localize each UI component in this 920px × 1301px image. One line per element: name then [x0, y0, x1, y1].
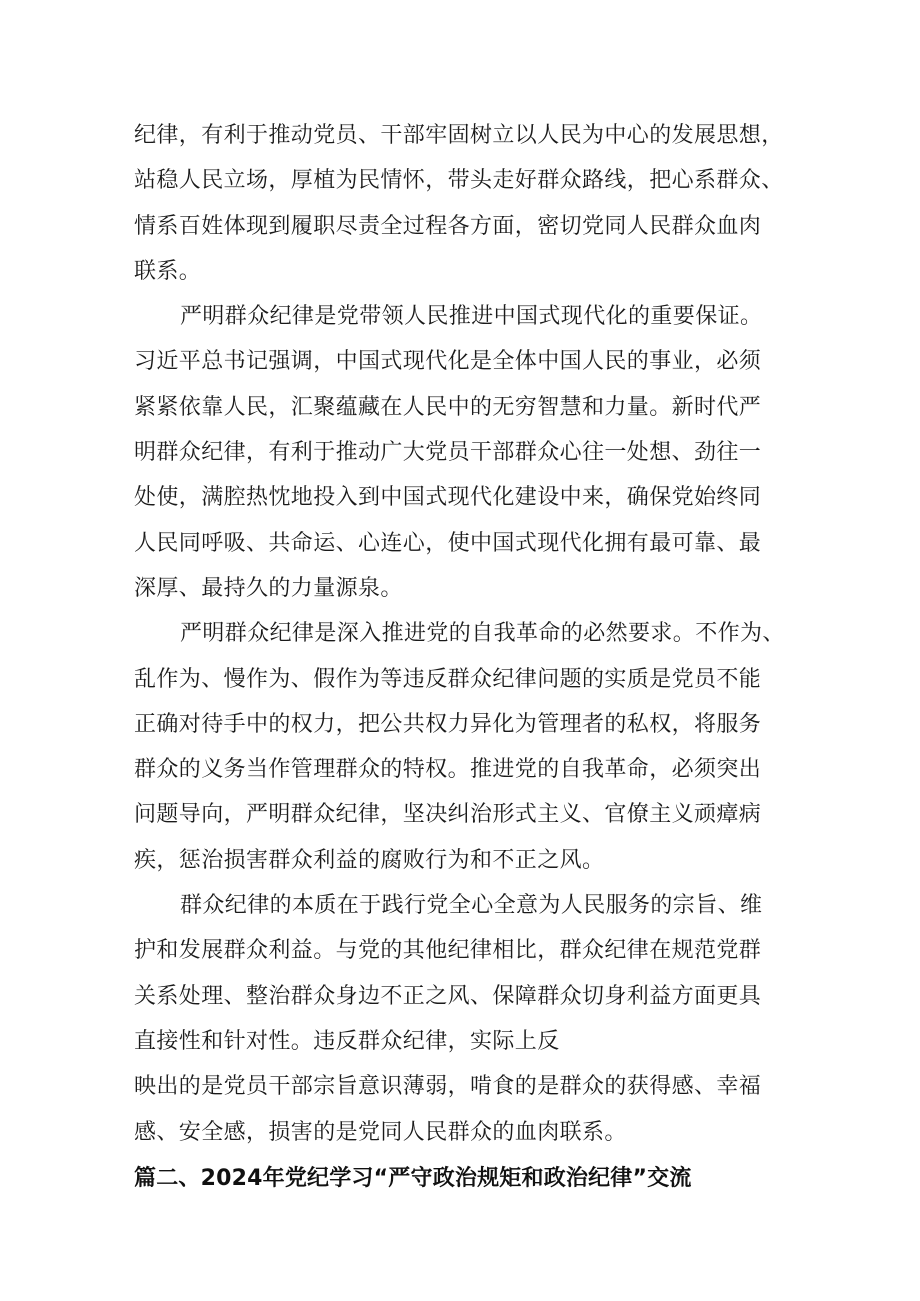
paragraph-2-line-4: 明群众纪律，有利于推动广大党员干部群众心往一处想、劲往一 — [134, 440, 762, 466]
paragraph-1-line-2: 站稳人民立场，厚植为民情怀，带头走好群众路线，把心系群众、 — [134, 168, 784, 194]
paragraph-2-line-6: 人民同呼吸、共命运、心连心，使中国式现代化拥有最可靠、最 — [134, 530, 762, 556]
paragraph-1-line-1: 纪律，有利于推动党员、干部牢固树立以人民为中心的发展思想， — [134, 123, 784, 148]
paragraph-3-line-2: 乱作为、慢作为、假作为等违反群众纪律问题的实质是党员不能 — [134, 666, 762, 692]
article-body — [134, 113, 804, 1155]
paragraph-2-line-2: 习近平总书记强调，中国式现代化是全体中国人民的事业，必须 — [134, 349, 762, 375]
paragraph-2-line-3: 紧紧依靠人民，汇聚蕴藏在人民中的无穷智慧和力量。新时代严 — [134, 394, 762, 420]
paragraph-2-line-1: 严明群众纪律是党带领人民推进中国式现代化的重要保证。 — [180, 304, 763, 330]
paragraph-3-line-5: 问题导向，严明群众纪律，坚决纠治形式主义、官僚主义顽瘴病 — [134, 802, 762, 828]
paragraph-2-line-7: 深厚、最持久的力量源泉。 — [134, 575, 403, 601]
paragraph-4-line-4: 直接性和针对性。违反群众纪律，实际上反 — [134, 1028, 560, 1054]
paragraph-2-line-5: 处使，满腔热忱地投入到中国式现代化建设中来，确保党始终同 — [134, 485, 762, 511]
paragraph-4-line-3: 关系处理、整治群众身边不正之风、保障群众切身利益方面更具 — [134, 983, 762, 1009]
paragraph-1-line-4: 联系。 — [134, 258, 202, 284]
paragraph-3-line-4: 群众的义务当作管理群众的特权。推进党的自我革命，必须突出 — [134, 757, 762, 783]
paragraph-4-line-2: 护和发展群众利益。与党的其他纪律相比，群众纪律在规范党群 — [134, 938, 762, 964]
paragraph-3-line-6: 疾，惩治损害群众利益的腐败行为和不正之风。 — [134, 847, 605, 873]
paragraph-3-line-3: 正确对待手中的权力，把公共权力异化为管理者的私权，将服务 — [134, 711, 762, 737]
paragraph-1-line-3: 情系百姓体现到履职尽责全过程各方面，密切党同人民群众血肉 — [134, 213, 762, 239]
paragraph-4-line-6: 感、安全感，损害的是党同人民群众的血肉联系。 — [134, 1119, 627, 1145]
section-heading: 篇二、2024年党纪学习“严守政治规矩和政治纪律”交流 — [134, 1166, 692, 1191]
paragraph-4-line-5: 映出的是党员干部宗旨意识薄弱，啃食的是群众的获得感、幸福 — [134, 1074, 762, 1100]
paragraph-4-line-1: 群众纪律的本质在于践行党全心全意为人民服务的宗旨、维 — [180, 893, 763, 919]
paragraph-3-line-1: 严明群众纪律是深入推进党的自我革命的必然要求。不作为、 — [180, 621, 785, 647]
